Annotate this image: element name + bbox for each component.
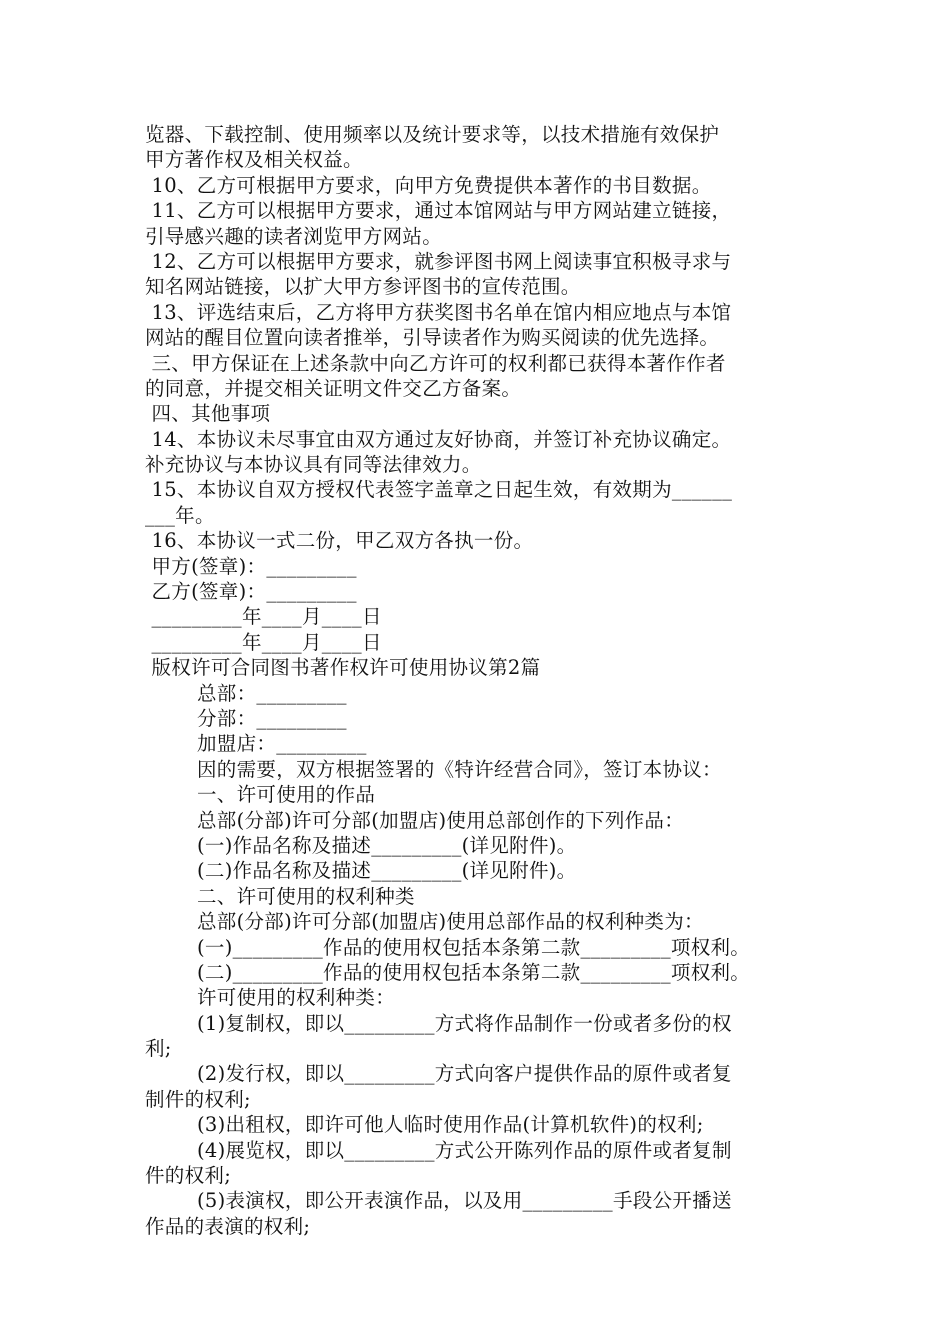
section-2-heading: 二、许可使用的权利种类: [145, 884, 415, 908]
right-reproduction: (1)复制权，即以_________方式将作品制作一份或者多份的权: [145, 1011, 732, 1035]
party-b-signature: 乙方(签章)：_________: [145, 580, 357, 604]
section-1-heading: 一、许可使用的作品: [145, 783, 376, 807]
text-line: 的同意，并提交相关证明文件交乙方备案。: [145, 376, 522, 400]
party-a-signature: 甲方(签章)：_________: [145, 554, 357, 578]
text-line: 引导感兴趣的读者浏览甲方网站。: [145, 224, 443, 248]
date-line: _________年____月____日: [145, 630, 382, 654]
right-rental: (3)出租权，即许可他人临时使用作品(计算机软件)的权利;: [145, 1113, 704, 1137]
right-distribution: (2)发行权，即以_________方式向客户提供作品的原件或者复: [145, 1062, 732, 1086]
text-line: 件的权利;: [145, 1164, 232, 1188]
franchisee-field: 加盟店：_________: [145, 732, 367, 756]
text-line: 网站的醒目位置向读者推举，引导读者作为购买阅读的优先选择。: [145, 326, 720, 350]
rights-item-1: (一)_________作品的使用权包括本条第二款_________项权利。: [145, 935, 751, 959]
clause-12: 12、乙方可以根据甲方要求，就参评图书网上阅读事宜积极寻求与: [145, 249, 732, 273]
preamble: 因的需要，双方根据签署的《特许经营合同》，签订本协议：: [145, 757, 722, 781]
clause-13: 13、评选结束后，乙方将甲方获奖图书名单在馆内相应地点与本馆: [145, 300, 732, 324]
clause-15: 15、本协议自双方授权代表签字盖章之日起生效，有效期为______: [145, 478, 733, 502]
right-exhibition: (4)展览权，即以_________方式公开陈列作品的原件或者复制: [145, 1138, 732, 1162]
document-body: [145, 122, 815, 1239]
clause-11: 11、乙方可以根据甲方要求，通过本馆网站与甲方网站建立链接，: [145, 199, 732, 223]
section-4-heading: 四、其他事项: [145, 402, 271, 426]
text-line: 补充协议与本协议具有同等法律效力。: [145, 453, 482, 477]
date-line: _________年____月____日: [145, 605, 382, 629]
text-line: 甲方著作权及相关权益。: [145, 148, 363, 172]
clause-16: 16、本协议一式二份，甲乙双方各执一份。: [145, 529, 534, 553]
text-line: 览器、下载控制、使用频率以及统计要求等，以技术措施有效保护: [145, 123, 720, 146]
headquarters-field: 总部：_________: [145, 681, 347, 705]
text-line: 制件的权利;: [145, 1087, 251, 1111]
right-performance: (5)表演权，即公开表演作品，以及用_________手段公开播送: [145, 1189, 732, 1213]
branch-field: 分部：_________: [145, 706, 347, 730]
clause-14: 14、本协议未尽事宜由双方通过友好协商，并签订补充协议确定。: [145, 427, 732, 451]
rights-types-heading: 许可使用的权利种类：: [145, 986, 395, 1010]
section-3: 三、甲方保证在上述条款中向乙方许可的权利都已获得本著作作者: [145, 351, 726, 375]
text-line: 利;: [145, 1037, 172, 1061]
text-line: 总部(分部)许可分部(加盟店)使用总部作品的权利种类为：: [145, 910, 704, 934]
work-item-1: (一)作品名称及描述_________(详见附件)。: [145, 833, 577, 857]
rights-item-2: (二)_________作品的使用权包括本条第二款_________项权利。: [145, 960, 751, 984]
article-title: 版权许可合同图书著作权许可使用协议第2篇: [145, 656, 541, 680]
text-line: ___年。: [145, 503, 215, 527]
text-line: 作品的表演的权利;: [145, 1214, 311, 1238]
work-item-2: (二)作品名称及描述_________(详见附件)。: [145, 859, 577, 883]
clause-10: 10、乙方可根据甲方要求，向甲方免费提供本著作的书目数据。: [145, 173, 712, 197]
text-line: 总部(分部)许可分部(加盟店)使用总部创作的下列作品：: [145, 808, 685, 832]
text-line: 知名网站链接，以扩大甲方参评图书的宣传范围。: [145, 275, 581, 299]
